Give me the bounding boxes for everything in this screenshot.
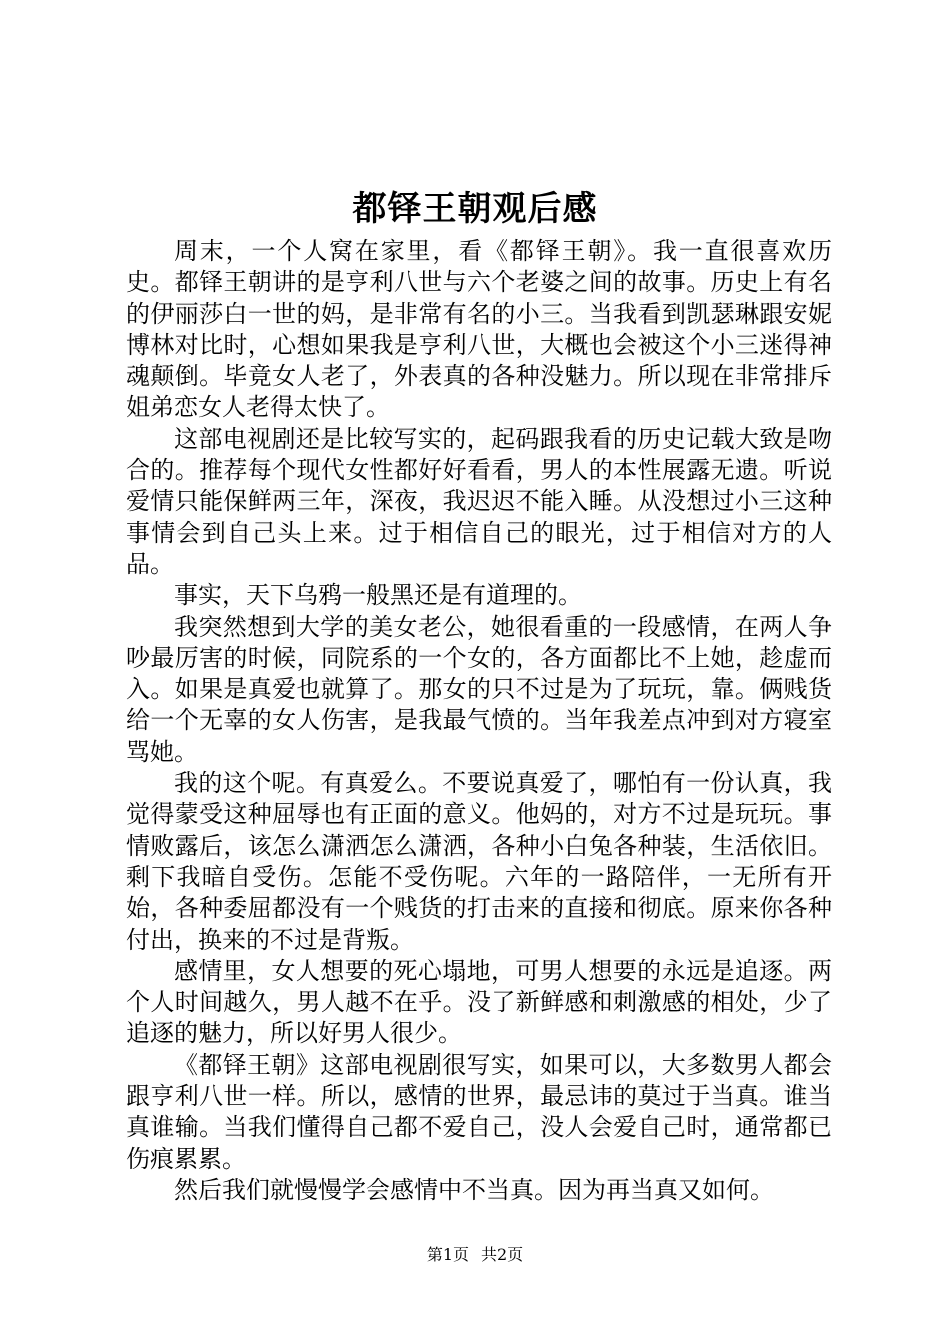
document-body bbox=[126, 236, 832, 1206]
page-number-total: 共2页 bbox=[481, 1245, 524, 1264]
paragraph: 我突然想到大学的美女老公，她很看重的一段感情，在两人争吵最厉害的时候，同院系的一个女的，各方面都比不上她，趁虚而入。如果是真爱也就算了。那女的只不过是为了玩玩，靠。俩贱货给一个无辜的女人伤害，是我最气愤的。当年我差点冲到对方寝室骂她。 bbox=[126, 612, 832, 766]
paragraph: 周末，一个人窝在家里，看《都铎王朝》。我一直很喜欢历史。都铎王朝讲的是亨利八世与六个老婆之间的故事。历史上有名的伊丽莎白一世的妈，是非常有名的小三。当我看到凯瑟琳跟安妮博林对比时，心想如果我是亨利八世，大概也会被这个小三迷得神魂颠倒。毕竟女人老了，外表真的各种没魅力。所以现在非常排斥姐弟恋女人老得太快了。 bbox=[126, 237, 832, 422]
page-footer bbox=[0, 1244, 950, 1266]
page-number-current: 第1页 bbox=[426, 1245, 469, 1264]
paragraph: 然后我们就慢慢学会感情中不当真。因为再当真又如何。 bbox=[174, 1175, 774, 1204]
paragraph: 感情里，女人想要的死心塌地，可男人想要的永远是追逐。两个人时间越久，男人越不在乎。没了新鲜感和刺激感的相处，少了追逐的魅力，所以好男人很少。 bbox=[126, 956, 832, 1048]
document-title: 都铎王朝观后感 bbox=[352, 189, 598, 229]
paragraph: 这部电视剧还是比较写实的，起码跟我看的历史记载大致是吻合的。推荐每个现代女性都好好看看，男人的本性展露无遗。听说爱情只能保鲜两三年，深夜，我迟迟不能入睡。从没想过小三这种事情会到自己头上来。过于相信自己的眼光，过于相信对方的人品。 bbox=[126, 424, 832, 578]
paragraph: 事实，天下乌鸦一般黑还是有道理的。 bbox=[174, 581, 582, 610]
paragraph: 我的这个呢。有真爱么。不要说真爱了，哪怕有一份认真，我觉得蒙受这种屈辱也有正面的意义。他妈的，对方不过是玩玩。事情败露后，该怎么潇洒怎么潇洒，各种小白兔各种装，生活依旧。剩下我暗自受伤。怎能不受伤呢。六年的一路陪伴，一无所有开始，各种委屈都没有一个贱货的打击来的直接和彻底。原来你各种付出，换来的不过是背叛。 bbox=[126, 769, 832, 954]
paragraph: 《都铎王朝》这部电视剧很写实，如果可以，大多数男人都会跟亨利八世一样。所以，感情的世界，最忌讳的莫过于当真。谁当真谁输。当我们懂得自己都不爱自己，没人会爱自己时，通常都已伤痕累累。 bbox=[126, 1050, 832, 1173]
